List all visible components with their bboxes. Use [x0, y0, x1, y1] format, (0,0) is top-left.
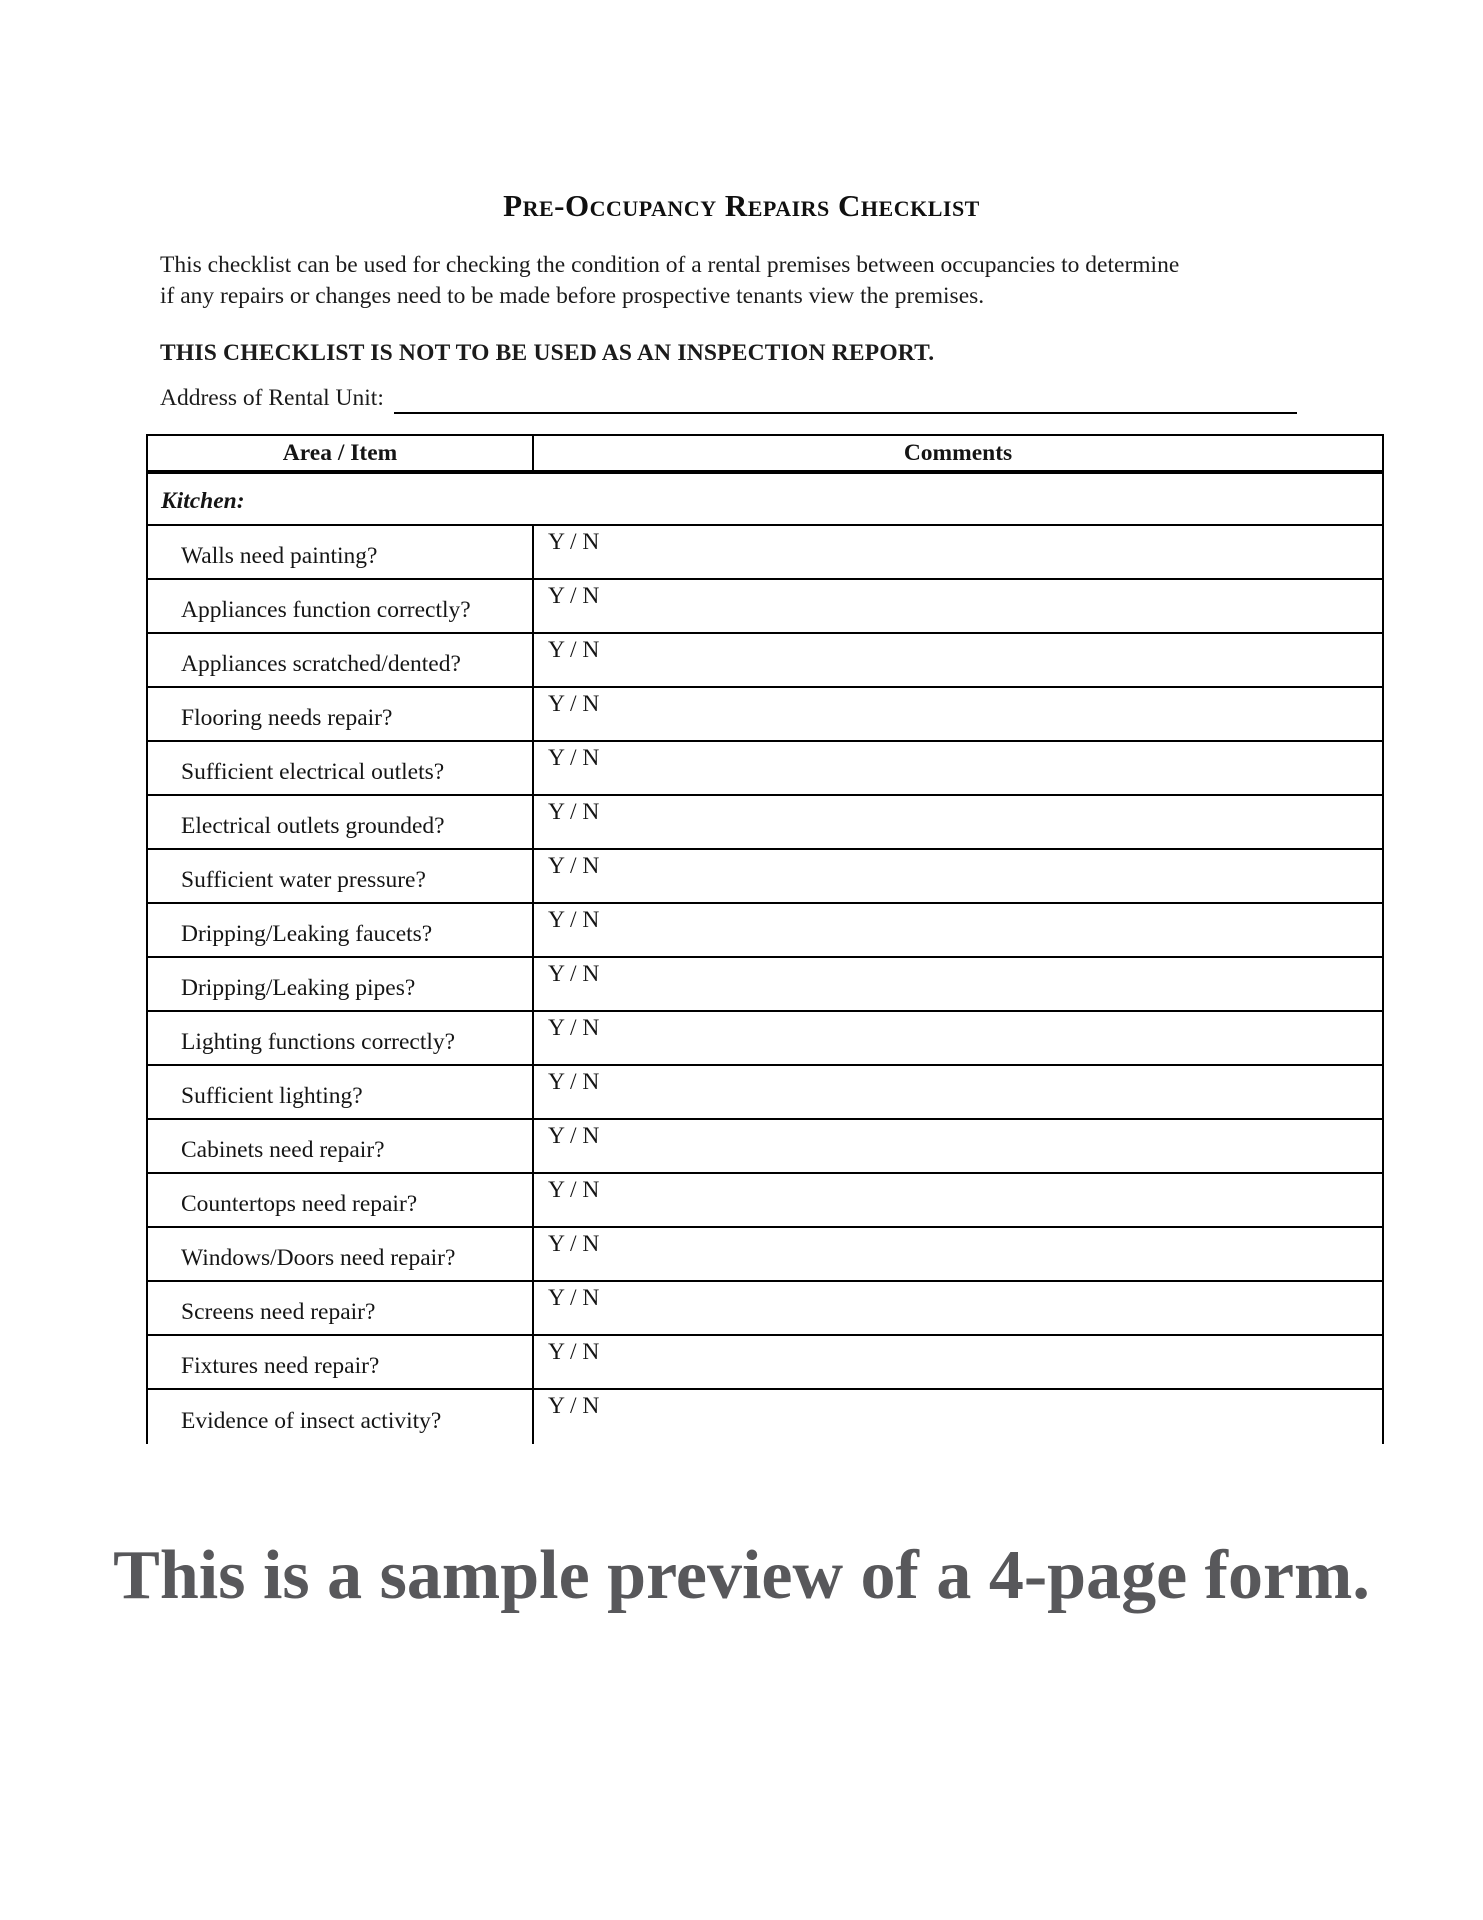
table-row — [147, 525, 1383, 579]
table-row-clipped — [147, 1389, 1383, 1444]
item-label: Countertops need repair? — [147, 1173, 533, 1227]
yn-cell: Y / N — [533, 1173, 1383, 1227]
item-label: Sufficient lighting? — [147, 1065, 533, 1119]
intro-line-2: if any repairs or changes need to be made before prospective tenants view the premises. — [160, 283, 985, 309]
sample-preview-watermark: This is a sample preview of a 4-page form. — [113, 1537, 1370, 1614]
item-label: Dripping/Leaking pipes? — [147, 957, 533, 1011]
yn-cell: Y / N — [533, 903, 1383, 957]
yn-cell: Y / N — [533, 687, 1383, 741]
table-row — [147, 849, 1383, 903]
yn-cell: Y / N — [533, 1281, 1383, 1335]
checklist-table — [146, 434, 1384, 1444]
item-label: Flooring needs repair? — [147, 687, 533, 741]
yn-cell: Y / N — [533, 579, 1383, 633]
table-row — [147, 633, 1383, 687]
yn-cell: Y / N — [533, 795, 1383, 849]
yn-cell: Y / N — [533, 849, 1383, 903]
table-row — [147, 687, 1383, 741]
intro-line-1: This checklist can be used for checking the condition of a rental premises between occupancies to determine — [160, 252, 1180, 278]
yn-cell: Y / N — [533, 1335, 1383, 1389]
table-row — [147, 795, 1383, 849]
table-row — [147, 1227, 1383, 1281]
column-header-comments: Comments — [533, 435, 1383, 472]
yn-cell: Y / N — [533, 1119, 1383, 1173]
section-row-kitchen — [147, 472, 1383, 525]
intro-paragraph — [160, 250, 1373, 312]
item-label: Walls need painting? — [147, 525, 533, 579]
yn-cell: Y / N — [533, 525, 1383, 579]
item-label: Cabinets need repair? — [147, 1119, 533, 1173]
address-label: Address of Rental Unit: — [160, 385, 384, 411]
yn-cell: Y / N — [533, 1011, 1383, 1065]
item-label: Lighting functions correctly? — [147, 1011, 533, 1065]
page-title: Pre-Occupancy Repairs Checklist — [503, 188, 980, 223]
table-row — [147, 1011, 1383, 1065]
column-header-area-item: Area / Item — [147, 435, 533, 472]
yn-cell: Y / N — [533, 1065, 1383, 1119]
item-label: Electrical outlets grounded? — [147, 795, 533, 849]
yn-cell: Y / N — [533, 741, 1383, 795]
item-label: Dripping/Leaking faucets? — [147, 903, 533, 957]
item-label: Evidence of insect activity? — [147, 1389, 533, 1444]
table-row — [147, 741, 1383, 795]
item-label: Sufficient water pressure? — [147, 849, 533, 903]
checklist-table-container — [146, 434, 1386, 1444]
item-label: Windows/Doors need repair? — [147, 1227, 533, 1281]
table-row — [147, 1173, 1383, 1227]
section-label: Kitchen: — [147, 472, 1383, 525]
address-blank-line — [394, 385, 1297, 414]
table-row — [147, 1119, 1383, 1173]
yn-cell: Y / N — [533, 957, 1383, 1011]
table-row — [147, 1065, 1383, 1119]
yn-cell: Y / N — [533, 1227, 1383, 1281]
item-label: Sufficient electrical outlets? — [147, 741, 533, 795]
yn-cell: Y / N — [533, 1389, 1383, 1444]
table-row — [147, 1335, 1383, 1389]
warning-statement: THIS CHECKLIST IS NOT TO BE USED AS AN INSPECTION REPORT. — [160, 340, 935, 366]
table-header-row — [147, 435, 1383, 472]
table-row — [147, 957, 1383, 1011]
item-label: Screens need repair? — [147, 1281, 533, 1335]
table-row — [147, 579, 1383, 633]
item-label: Appliances scratched/dented? — [147, 633, 533, 687]
table-row — [147, 1281, 1383, 1335]
item-label: Fixtures need repair? — [147, 1335, 533, 1389]
yn-cell: Y / N — [533, 633, 1383, 687]
item-label: Appliances function correctly? — [147, 579, 533, 633]
table-row — [147, 903, 1383, 957]
address-row — [160, 383, 1297, 414]
